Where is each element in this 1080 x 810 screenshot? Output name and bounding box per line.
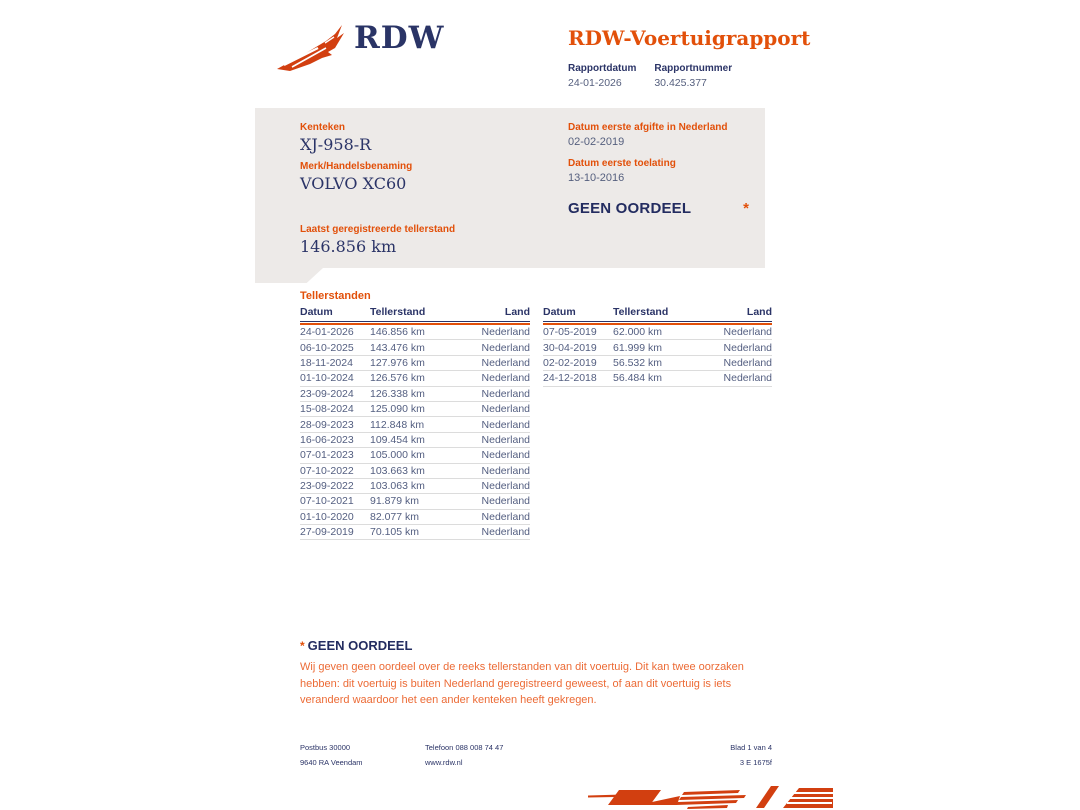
cell-datum: 07-10-2021 [300,495,354,508]
cell-tellerstand: 70.105 km [370,526,420,539]
table-row [300,417,530,432]
cell-land: Nederland [481,449,530,462]
kenteken-value: XJ-958-R [300,135,372,154]
footer-address-line2: 9640 RA Veendam [300,758,363,767]
footer-address-line1: Postbus 30000 [300,743,351,752]
odometer-tables [300,306,772,540]
registration-dates [568,122,727,194]
table-row [300,340,530,355]
footnote-heading-text: GEEN OORDEEL [307,638,413,653]
table-row [300,464,530,479]
cell-datum: 23-09-2024 [300,387,354,400]
table-row [543,356,772,371]
cell-land: Nederland [723,341,772,354]
table-row [300,510,530,525]
cell-tellerstand: 91.879 km [370,495,420,508]
footer-pagination [682,740,772,770]
cell-tellerstand: 143.476 km [370,341,425,354]
footnote [300,638,745,709]
report-number [654,63,732,89]
cell-land: Nederland [481,372,530,385]
afgifte-value: 02-02-2019 [568,136,625,148]
column-header-tellerstand: Tellerstand [370,306,426,318]
verdict-text: GEEN OORDEEL [568,200,692,217]
table-rows [300,325,530,540]
cell-datum: 07-10-2022 [300,464,354,477]
cell-tellerstand: 126.338 km [370,387,425,400]
cell-tellerstand: 62.000 km [613,326,663,339]
table-row [300,433,530,448]
table-row [300,525,530,540]
page-title: RDW-Voertuigrapport [568,26,811,50]
column-header-land: Land [504,306,530,318]
tellerstand-value: 146.856 km [300,237,397,256]
latest-odometer [300,224,455,256]
report-date-value: 24-01-2026 [568,77,622,89]
odometer-table-right [543,306,772,540]
cell-datum: 01-10-2024 [300,372,354,385]
footer-phone: Telefoon 088 008 74 47 [425,743,504,752]
cell-datum: 27-09-2019 [300,526,354,539]
vehicle-info-box [255,108,765,268]
afgifte-label: Datum eerste afgifte in Nederland [568,122,728,133]
cell-datum: 16-06-2023 [300,433,354,446]
column-header-land: Land [746,306,772,318]
cell-datum: 07-01-2023 [300,449,354,462]
report-number-label: Rapportnummer [654,63,733,74]
cell-tellerstand: 125.090 km [370,403,425,416]
cell-land: Nederland [723,356,772,369]
column-header-datum: Datum [300,306,333,318]
cell-land: Nederland [481,464,530,477]
cell-datum: 30-04-2019 [543,341,597,354]
cell-tellerstand: 127.976 km [370,356,425,369]
table-rows [543,325,772,387]
rdw-feather-icon [276,22,348,76]
table-row [300,325,530,340]
cell-land: Nederland [723,326,772,339]
table-row [300,356,530,371]
table-row [300,494,530,509]
report-number-value: 30.425.377 [654,77,707,89]
cell-land: Nederland [481,495,530,508]
footnote-body: Wij geven geen oordeel over de reeks tellerstanden van dit voertuig. Dit kan twee oorzaken hebben: dit voertuig is buiten Nederland geregistreerd geweest, of aan dit voertuig is iets veranderd waardoor het een ander kenteken heeft gekregen. [300,661,744,706]
cell-datum: 18-11-2024 [300,356,353,369]
cell-land: Nederland [481,418,530,431]
table-header [300,306,530,322]
rdw-logo [276,22,444,76]
report-date-label: Rapportdatum [568,63,637,74]
cell-datum: 02-02-2019 [543,356,597,369]
table-row [543,340,772,355]
cell-tellerstand: 126.576 km [370,372,425,385]
cell-tellerstand: 109.454 km [370,433,425,446]
table-row [300,387,530,402]
verdict-asterisk: * [743,200,749,217]
table-row [543,325,772,340]
page-footer [300,740,772,770]
cell-tellerstand: 105.000 km [370,449,425,462]
report-date [568,63,636,89]
tellerstand-label: Laatst geregistreerde tellerstand [300,224,456,235]
cell-datum: 28-09-2023 [300,418,354,431]
cell-land: Nederland [481,510,530,523]
footer-website: www.rdw.nl [425,758,463,767]
table-row [543,371,772,386]
column-header-datum: Datum [543,306,576,318]
kenteken-label: Kenteken [300,122,346,133]
cell-land: Nederland [481,433,530,446]
title-block [568,26,828,89]
merk-value: VOLVO XC60 [300,174,407,193]
rdw-logo-text: RDW [354,20,445,56]
cell-land: Nederland [481,356,530,369]
cell-tellerstand: 103.063 km [370,480,425,493]
cell-tellerstand: 146.856 km [370,326,425,339]
cell-datum: 24-12-2018 [543,372,597,385]
odometer-table-left [300,306,530,540]
cell-tellerstand: 56.484 km [613,372,663,385]
cell-datum: 07-05-2019 [543,326,597,339]
cell-land: Nederland [723,372,772,385]
footer-address [300,740,425,770]
cell-tellerstand: 112.848 km [370,418,425,431]
toelating-label: Datum eerste toelating [568,158,676,169]
cell-datum: 15-08-2024 [300,403,354,416]
table-row [300,448,530,463]
footnote-heading [300,638,745,653]
footer-page-number: Blad 1 van 4 [730,743,772,752]
cell-tellerstand: 103.663 km [370,464,425,477]
cell-land: Nederland [481,341,530,354]
table-header [543,306,772,322]
cell-land: Nederland [481,387,530,400]
table-row [300,371,530,386]
report-meta [568,63,828,89]
cell-tellerstand: 61.999 km [613,341,663,354]
table-row [300,479,530,494]
cell-tellerstand: 82.077 km [370,510,420,523]
cell-datum: 06-10-2025 [300,341,354,354]
cell-tellerstand: 56.532 km [613,356,663,369]
table-row [300,402,530,417]
cell-land: Nederland [481,326,530,339]
toelating-value: 13-10-2016 [568,172,625,184]
cell-land: Nederland [481,480,530,493]
vehicle-identity [300,122,412,200]
cell-land: Nederland [481,526,530,539]
footnote-asterisk: * [300,639,305,653]
footer-contact [425,740,682,770]
merk-label: Merk/Handelsbenaming [300,161,413,172]
column-header-tellerstand: Tellerstand [613,306,669,318]
footer-form-code: 3 E 1675f [739,758,772,767]
rdw-feather-stripes-art [588,782,833,810]
tellerstanden-section-title: Tellerstanden [300,290,371,302]
cell-datum: 01-10-2020 [300,510,354,523]
cell-datum: 24-01-2026 [300,326,354,339]
cell-land: Nederland [481,403,530,416]
cell-datum: 23-09-2022 [300,480,354,493]
